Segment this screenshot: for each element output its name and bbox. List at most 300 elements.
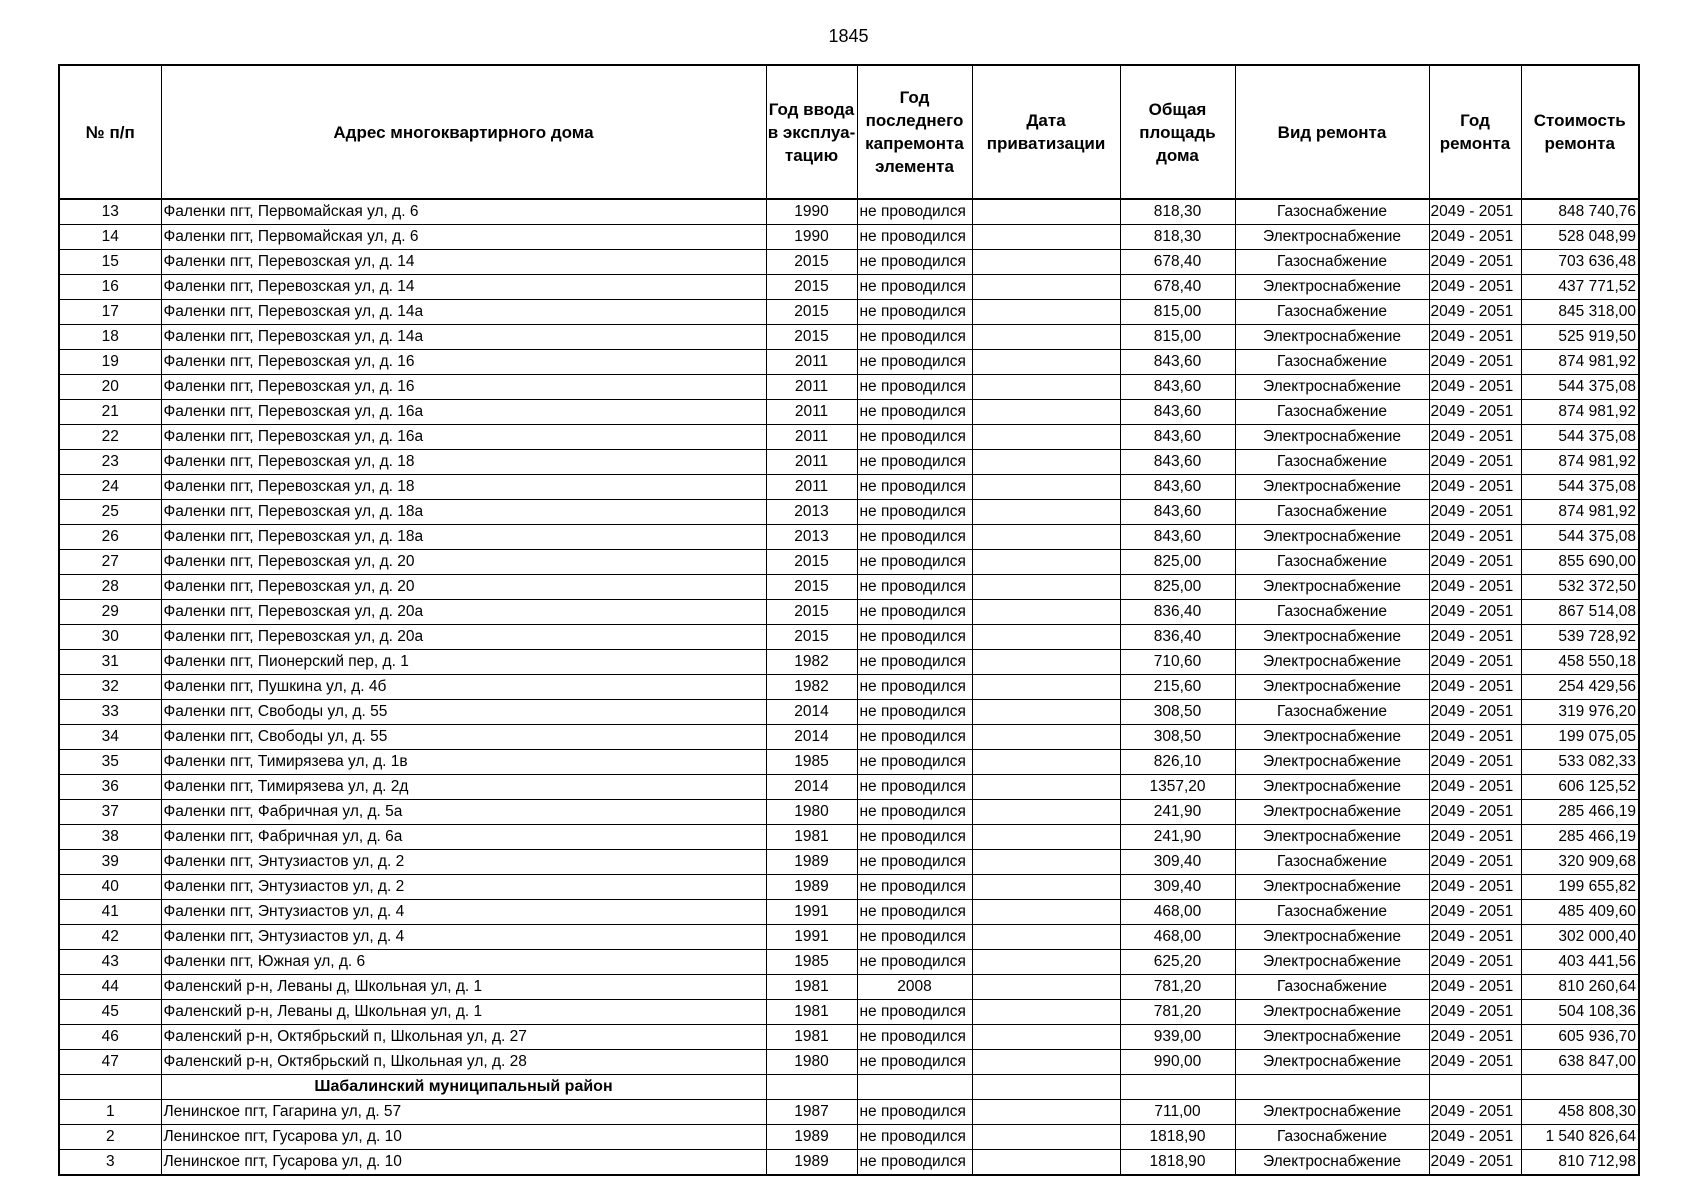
cell-number: 20 [59,375,161,400]
cell-privatization-date [972,750,1120,775]
table-row [59,825,1639,850]
table-row [59,450,1639,475]
cell-total-area: 308,50 [1120,700,1235,725]
cell-address: Фаленский р-н, Леваны д, Школьная ул, д. 1 [161,975,766,1000]
cell-number: 37 [59,800,161,825]
cell-commission-year: 1981 [766,1000,857,1025]
cell-last-repair: не проводился [857,225,972,250]
cell-total-area: 843,60 [1120,350,1235,375]
cell-number: 18 [59,325,161,350]
cell-privatization-date [972,300,1120,325]
cell-privatization-date [972,600,1120,625]
cell-number: 22 [59,425,161,450]
cell-last-repair: не проводился [857,1150,972,1176]
cell-repair-year: 2049 - 2051 [1429,850,1521,875]
cell-repair-year: 2049 - 2051 [1429,525,1521,550]
cell-privatization-date [972,900,1120,925]
cell-repair-type: Электроснабжение [1235,225,1429,250]
cell-privatization-date [972,650,1120,675]
cell-last-repair: не проводился [857,950,972,975]
cell-total-area: 825,00 [1120,550,1235,575]
table-row [59,925,1639,950]
cell-commission-year: 2014 [766,700,857,725]
cell-repair-type: Электроснабжение [1235,675,1429,700]
cell-last-repair: не проводился [857,575,972,600]
cell-privatization-date [972,350,1120,375]
table-row [59,500,1639,525]
cell-number: 16 [59,275,161,300]
cell-total-area: 843,60 [1120,425,1235,450]
cell-commission-year: 1985 [766,750,857,775]
cell-repair-type: Электроснабжение [1235,275,1429,300]
table-row [59,199,1639,225]
cell-last-repair: не проводился [857,425,972,450]
cell-commission-year: 2014 [766,725,857,750]
header-repair-year: Год ремонта [1429,65,1521,199]
cell-last-repair: не проводился [857,750,972,775]
cell-privatization-date [972,875,1120,900]
cell-repair-year: 2049 - 2051 [1429,275,1521,300]
cell-address: Фаленки пгт, Пушкина ул, д. 4б [161,675,766,700]
cell-address: Фаленки пгт, Перевозская ул, д. 16а [161,425,766,450]
cell-last-repair: не проводился [857,199,972,225]
cell-repair-year: 2049 - 2051 [1429,199,1521,225]
cell-privatization-date [972,800,1120,825]
table-row [59,875,1639,900]
cell-total-area: 815,00 [1120,300,1235,325]
cell-repair-type: Электроснабжение [1235,875,1429,900]
cell-number: 46 [59,1025,161,1050]
cell-commission-year: 1980 [766,800,857,825]
cell-number: 26 [59,525,161,550]
cell-repair-cost: 606 125,52 [1521,775,1639,800]
cell-privatization-date [972,199,1120,225]
cell-number: 1 [59,1100,161,1125]
cell-address: Фаленки пгт, Первомайская ул, д. 6 [161,199,766,225]
cell-repair-type: Газоснабжение [1235,975,1429,1000]
table-row [59,475,1639,500]
cell-repair-cost: 403 441,56 [1521,950,1639,975]
cell-total-area: 309,40 [1120,850,1235,875]
cell-commission-year: 1982 [766,650,857,675]
cell-number: 30 [59,625,161,650]
cell-number: 21 [59,400,161,425]
cell-total-area: 825,00 [1120,575,1235,600]
cell-repair-type: Электроснабжение [1235,625,1429,650]
cell-commission-year: 2011 [766,450,857,475]
cell-repair-type: Газоснабжение [1235,600,1429,625]
cell-address: Фаленский р-н, Октябрьский п, Школьная ул, д. 27 [161,1025,766,1050]
cell-last-repair: не проводился [857,850,972,875]
cell-number: 38 [59,825,161,850]
table-row [59,325,1639,350]
cell-total-area: 625,20 [1120,950,1235,975]
cell-repair-year: 2049 - 2051 [1429,600,1521,625]
cell-commission-year: 1989 [766,1125,857,1150]
cell-total-area: 843,60 [1120,450,1235,475]
cell-repair-year: 2049 - 2051 [1429,775,1521,800]
cell-address: Фаленки пгт, Перевозская ул, д. 16а [161,400,766,425]
cell-privatization-date [972,375,1120,400]
cell-last-repair: не проводился [857,700,972,725]
cell-number: 40 [59,875,161,900]
cell-number: 41 [59,900,161,925]
table-row [59,600,1639,625]
cell-repair-cost: 525 919,50 [1521,325,1639,350]
cell-repair-cost: 302 000,40 [1521,925,1639,950]
cell-repair-type: Газоснабжение [1235,700,1429,725]
cell-privatization-date [972,1100,1120,1125]
cell-repair-cost: 810 260,64 [1521,975,1639,1000]
cell-total-area: 843,60 [1120,475,1235,500]
cell-repair-year: 2049 - 2051 [1429,900,1521,925]
cell-repair-type: Электроснабжение [1235,800,1429,825]
cell-address: Фаленки пгт, Энтузиастов ул, д. 2 [161,850,766,875]
cell-number: 27 [59,550,161,575]
cell-address: Фаленки пгт, Перевозская ул, д. 14а [161,325,766,350]
cell-number: 24 [59,475,161,500]
cell-address: Фаленки пгт, Перевозская ул, д. 14а [161,300,766,325]
cell-repair-year: 2049 - 2051 [1429,475,1521,500]
cell-address: Фаленский р-н, Октябрьский п, Школьная ул, д. 28 [161,1050,766,1075]
cell-total-area: 939,00 [1120,1025,1235,1050]
cell-number [59,1075,161,1100]
cell-privatization-date [972,975,1120,1000]
cell-commission-year: 1985 [766,950,857,975]
table-row [59,575,1639,600]
cell-repair-type: Газоснабжение [1235,850,1429,875]
cell-commission-year: 2011 [766,375,857,400]
table-row [59,275,1639,300]
cell-repair-type: Электроснабжение [1235,1100,1429,1125]
table-row [59,1025,1639,1050]
cell-number: 36 [59,775,161,800]
cell-address: Фаленки пгт, Фабричная ул, д. 6а [161,825,766,850]
cell-repair-year: 2049 - 2051 [1429,875,1521,900]
cell-address: Фаленки пгт, Энтузиастов ул, д. 2 [161,875,766,900]
cell-number: 3 [59,1150,161,1176]
header-last-repair-year: Год последнего капремонта элемента [857,65,972,199]
cell-repair-type: Электроснабжение [1235,725,1429,750]
cell-repair-type: Электроснабжение [1235,1025,1429,1050]
table-row [59,1000,1639,1025]
cell-repair-year: 2049 - 2051 [1429,550,1521,575]
cell-address: Фаленки пгт, Первомайская ул, д. 6 [161,225,766,250]
table-row [59,1150,1639,1176]
cell-repair-cost: 703 636,48 [1521,250,1639,275]
cell-repair-year: 2049 - 2051 [1429,425,1521,450]
cell-address: Фаленки пгт, Перевозская ул, д. 18 [161,450,766,475]
cell-repair-cost: 539 728,92 [1521,625,1639,650]
cell-repair-year: 2049 - 2051 [1429,350,1521,375]
cell-last-repair: не проводился [857,475,972,500]
cell-last-repair: не проводился [857,500,972,525]
cell-total-area: 215,60 [1120,675,1235,700]
cell-commission-year: 2015 [766,325,857,350]
cell-repair-cost: 320 909,68 [1521,850,1639,875]
cell-total-area: 843,60 [1120,500,1235,525]
cell-repair-type: Электроснабжение [1235,325,1429,350]
cell-total-area: 818,30 [1120,225,1235,250]
cell-number: 45 [59,1000,161,1025]
cell-repair-type: Электроснабжение [1235,925,1429,950]
cell-repair-year: 2049 - 2051 [1429,225,1521,250]
cell-number: 17 [59,300,161,325]
cell-number: 33 [59,700,161,725]
cell-last-repair: не проводился [857,925,972,950]
cell-privatization-date [972,725,1120,750]
cell-repair-type: Электроснабжение [1235,475,1429,500]
cell-number: 31 [59,650,161,675]
cell-repair-year: 2049 - 2051 [1429,1000,1521,1025]
empty-cell [1521,1075,1639,1100]
header-number: № п/п [59,65,161,199]
table-row [59,350,1639,375]
cell-repair-year: 2049 - 2051 [1429,450,1521,475]
cell-repair-year: 2049 - 2051 [1429,375,1521,400]
cell-address: Фаленки пгт, Перевозская ул, д. 14 [161,250,766,275]
cell-repair-year: 2049 - 2051 [1429,950,1521,975]
cell-repair-year: 2049 - 2051 [1429,1100,1521,1125]
cell-repair-cost: 544 375,08 [1521,475,1639,500]
cell-last-repair: не проводился [857,775,972,800]
cell-address: Фаленки пгт, Южная ул, д. 6 [161,950,766,975]
cell-total-area: 818,30 [1120,199,1235,225]
cell-repair-type: Электроснабжение [1235,775,1429,800]
cell-commission-year: 1991 [766,900,857,925]
table-row [59,425,1639,450]
cell-repair-cost: 874 981,92 [1521,500,1639,525]
cell-total-area: 678,40 [1120,250,1235,275]
empty-cell [972,1075,1120,1100]
cell-total-area: 241,90 [1120,825,1235,850]
cell-privatization-date [972,925,1120,950]
cell-repair-type: Электроснабжение [1235,575,1429,600]
header-total-area: Общая площадь дома [1120,65,1235,199]
page-number: 1845 [828,26,869,46]
table-row [59,775,1639,800]
cell-repair-year: 2049 - 2051 [1429,700,1521,725]
cell-last-repair: не проводился [857,550,972,575]
cell-commission-year: 2015 [766,550,857,575]
cell-last-repair: не проводился [857,725,972,750]
cell-total-area: 308,50 [1120,725,1235,750]
cell-repair-type: Газоснабжение [1235,900,1429,925]
cell-privatization-date [972,1000,1120,1025]
cell-address: Фаленский р-н, Леваны д, Школьная ул, д. 1 [161,1000,766,1025]
cell-repair-type: Газоснабжение [1235,450,1429,475]
table-row [59,900,1639,925]
cell-repair-cost: 874 981,92 [1521,400,1639,425]
cell-total-area: 836,40 [1120,625,1235,650]
cell-last-repair: не проводился [857,400,972,425]
cell-commission-year: 1990 [766,225,857,250]
cell-privatization-date [972,250,1120,275]
cell-privatization-date [972,1125,1120,1150]
cell-total-area: 309,40 [1120,875,1235,900]
cell-privatization-date [972,850,1120,875]
cell-last-repair: не проводился [857,675,972,700]
cell-privatization-date [972,500,1120,525]
header-repair-cost: Стоимость ремонта [1521,65,1639,199]
cell-commission-year: 1981 [766,975,857,1000]
cell-repair-type: Газоснабжение [1235,250,1429,275]
cell-repair-year: 2049 - 2051 [1429,725,1521,750]
cell-address: Ленинское пгт, Гусарова ул, д. 10 [161,1150,766,1176]
cell-commission-year: 1991 [766,925,857,950]
cell-number: 13 [59,199,161,225]
table-row [59,400,1639,425]
cell-repair-year: 2049 - 2051 [1429,1025,1521,1050]
cell-repair-type: Электроснабжение [1235,950,1429,975]
cell-address: Фаленки пгт, Фабричная ул, д. 5а [161,800,766,825]
cell-repair-cost: 285 466,19 [1521,825,1639,850]
table-row [59,975,1639,1000]
cell-total-area: 843,60 [1120,400,1235,425]
cell-total-area: 241,90 [1120,800,1235,825]
cell-total-area: 1818,90 [1120,1150,1235,1176]
cell-commission-year: 2015 [766,300,857,325]
cell-number: 44 [59,975,161,1000]
cell-last-repair: не проводился [857,875,972,900]
cell-last-repair: не проводился [857,375,972,400]
cell-repair-type: Электроснабжение [1235,1050,1429,1075]
cell-commission-year: 2015 [766,600,857,625]
cell-number: 2 [59,1125,161,1150]
cell-commission-year: 2015 [766,250,857,275]
cell-number: 39 [59,850,161,875]
cell-commission-year: 1989 [766,1150,857,1176]
cell-repair-year: 2049 - 2051 [1429,750,1521,775]
cell-address: Фаленки пгт, Тимирязева ул, д. 1в [161,750,766,775]
table-row [59,950,1639,975]
cell-number: 32 [59,675,161,700]
cell-privatization-date [972,325,1120,350]
cell-total-area: 1818,90 [1120,1125,1235,1150]
cell-repair-year: 2049 - 2051 [1429,675,1521,700]
table-row [59,800,1639,825]
cell-repair-cost: 504 108,36 [1521,1000,1639,1025]
cell-repair-cost: 319 976,20 [1521,700,1639,725]
cell-commission-year: 1989 [766,875,857,900]
cell-repair-cost: 544 375,08 [1521,525,1639,550]
cell-total-area: 836,40 [1120,600,1235,625]
cell-privatization-date [972,950,1120,975]
empty-cell [1120,1075,1235,1100]
cell-privatization-date [972,675,1120,700]
cell-last-repair: не проводился [857,1100,972,1125]
cell-commission-year: 2015 [766,575,857,600]
repair-table [58,64,1640,1176]
header-repair-type: Вид ремонта [1235,65,1429,199]
cell-last-repair: не проводился [857,625,972,650]
cell-number: 35 [59,750,161,775]
cell-address: Фаленки пгт, Перевозская ул, д. 18 [161,475,766,500]
cell-repair-year: 2049 - 2051 [1429,1150,1521,1176]
cell-repair-cost: 855 690,00 [1521,550,1639,575]
cell-repair-year: 2049 - 2051 [1429,250,1521,275]
cell-last-repair: 2008 [857,975,972,1000]
cell-address: Фаленки пгт, Перевозская ул, д. 20 [161,550,766,575]
cell-number: 14 [59,225,161,250]
cell-repair-cost: 1 540 826,64 [1521,1125,1639,1150]
cell-commission-year: 1989 [766,850,857,875]
table-row [59,375,1639,400]
cell-address: Фаленки пгт, Перевозская ул, д. 20а [161,625,766,650]
cell-last-repair: не проводился [857,650,972,675]
cell-privatization-date [972,1150,1120,1176]
cell-repair-type: Газоснабжение [1235,300,1429,325]
cell-privatization-date [972,575,1120,600]
cell-repair-type: Электроснабжение [1235,425,1429,450]
cell-total-area: 826,10 [1120,750,1235,775]
cell-commission-year: 2011 [766,425,857,450]
cell-repair-cost: 458 808,30 [1521,1100,1639,1125]
cell-repair-cost: 254 429,56 [1521,675,1639,700]
cell-repair-type: Газоснабжение [1235,350,1429,375]
cell-repair-type: Электроснабжение [1235,650,1429,675]
cell-last-repair: не проводился [857,900,972,925]
cell-privatization-date [972,225,1120,250]
cell-address: Фаленки пгт, Пионерский пер, д. 1 [161,650,766,675]
cell-repair-year: 2049 - 2051 [1429,975,1521,1000]
table-row [59,1125,1639,1150]
cell-privatization-date [972,425,1120,450]
cell-address: Фаленки пгт, Свободы ул, д. 55 [161,700,766,725]
cell-commission-year: 1990 [766,199,857,225]
cell-last-repair: не проводился [857,1050,972,1075]
cell-total-area: 678,40 [1120,275,1235,300]
cell-address: Фаленки пгт, Тимирязева ул, д. 2д [161,775,766,800]
cell-total-area: 815,00 [1120,325,1235,350]
empty-cell [857,1075,972,1100]
cell-repair-cost: 528 048,99 [1521,225,1639,250]
cell-repair-type: Газоснабжение [1235,500,1429,525]
cell-repair-type: Электроснабжение [1235,375,1429,400]
table-row [59,650,1639,675]
cell-last-repair: не проводился [857,800,972,825]
table-row [59,550,1639,575]
cell-commission-year: 1980 [766,1050,857,1075]
cell-address: Ленинское пгт, Гусарова ул, д. 10 [161,1125,766,1150]
cell-number: 29 [59,600,161,625]
cell-privatization-date [972,525,1120,550]
cell-address: Фаленки пгт, Перевозская ул, д. 18а [161,500,766,525]
cell-commission-year: 2011 [766,400,857,425]
cell-number: 28 [59,575,161,600]
cell-total-area: 468,00 [1120,925,1235,950]
cell-last-repair: не проводился [857,250,972,275]
cell-commission-year: 2014 [766,775,857,800]
cell-commission-year: 1981 [766,825,857,850]
cell-last-repair: не проводился [857,1000,972,1025]
cell-commission-year: 1981 [766,1025,857,1050]
cell-number: 34 [59,725,161,750]
cell-repair-year: 2049 - 2051 [1429,625,1521,650]
empty-cell [1429,1075,1521,1100]
cell-total-area: 781,20 [1120,1000,1235,1025]
table-row [59,625,1639,650]
cell-privatization-date [972,275,1120,300]
cell-repair-cost: 485 409,60 [1521,900,1639,925]
cell-privatization-date [972,625,1120,650]
cell-repair-type: Газоснабжение [1235,199,1429,225]
cell-privatization-date [972,1025,1120,1050]
cell-last-repair: не проводился [857,350,972,375]
cell-commission-year: 2015 [766,625,857,650]
table-row [59,850,1639,875]
cell-privatization-date [972,550,1120,575]
